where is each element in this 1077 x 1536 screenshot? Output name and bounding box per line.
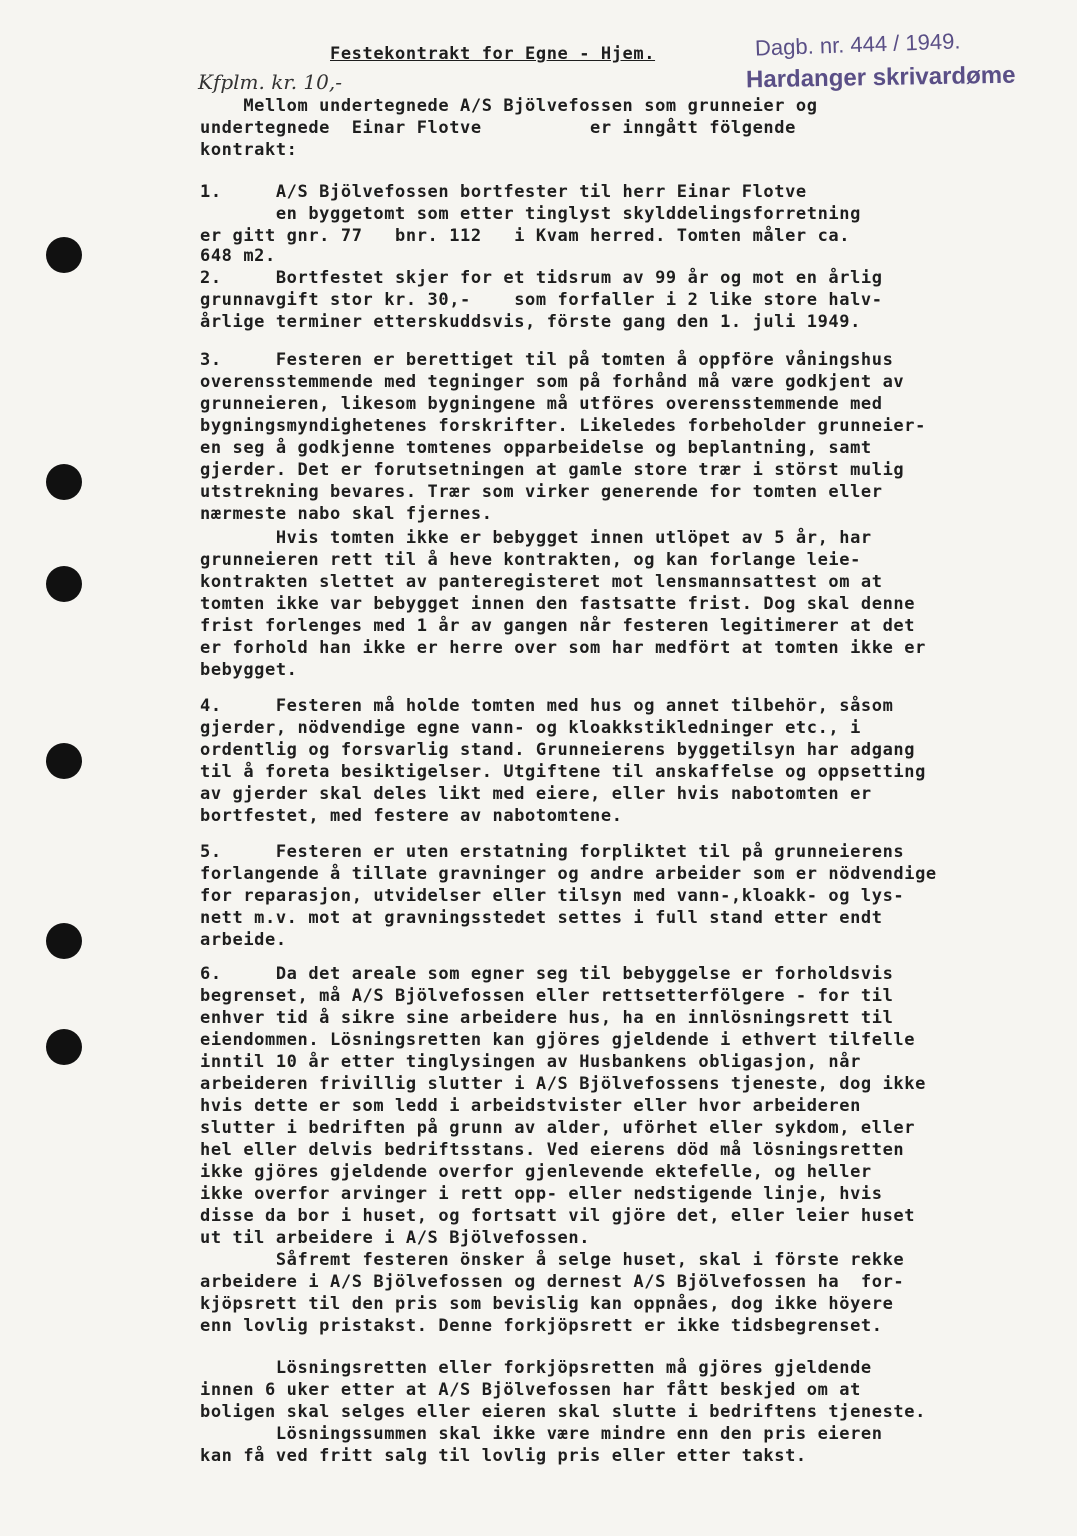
- contract-line: årlige terminer etterskuddsvis, förste gang den 1. juli 1949.: [200, 312, 861, 332]
- contract-line: grunneieren, likesom bygningene må utföres overensstemmende med: [200, 394, 883, 414]
- contract-line: gjerder. Det er forutsetningen at gamle store trær i störst mulig: [200, 460, 905, 480]
- contract-line: 1. A/S Bjölvefossen bortfester til herr Einar Flotve: [200, 182, 807, 202]
- contract-line: gjerder, nödvendige egne vann- og kloakkstikledninger etc., i: [200, 718, 861, 738]
- contract-line: overensstemmende med tegninger som på forhånd må være godkjent av: [200, 372, 905, 392]
- contract-line: kjöpsrett til den pris som bevislig kan oppnåes, dog ikke höyere: [200, 1294, 894, 1314]
- contract-line: bortfestet, med festere av nabotomtene.: [200, 806, 623, 826]
- punch-hole: [46, 923, 82, 959]
- contract-line: kontrakten slettet av panteregisteret mot lensmannsattest om at: [200, 572, 883, 592]
- contract-line: frist forlenges med 1 år av gangen når festeren legitimerer at det: [200, 616, 916, 636]
- contract-line: grunnavgift stor kr. 30,- som forfaller i 2 like store halv-: [200, 290, 883, 310]
- contract-line: eiendommen. Lösningsretten kan gjöres gjeldende i ethvert tilfelle: [200, 1030, 916, 1050]
- contract-line: arbeidere i A/S Bjölvefossen og dernest A/S Bjölvefossen ha for-: [200, 1272, 905, 1292]
- document-title: Festekontrakt for Egne - Hjem.: [330, 44, 656, 64]
- contract-line: til å foreta besiktigelser. Utgiftene til anskaffelse og oppsetting: [200, 762, 926, 782]
- contract-line: 3. Festeren er berettiget til på tomten å oppföre våningshus: [200, 350, 894, 370]
- contract-line: for reparasjon, utvidelser eller tilsyn med vann-,kloakk- og lys-: [200, 886, 905, 906]
- contract-line: kontrakt:: [200, 140, 298, 160]
- contract-line: 4. Festeren må holde tomten med hus og annet tilbehör, såsom: [200, 696, 894, 716]
- contract-line: slutter i bedriften på grunn av alder, uförhet eller sykdom, eller: [200, 1118, 916, 1138]
- contract-line: av gjerder skal deles likt med eiere, eller hvis nabotomten er: [200, 784, 872, 804]
- contract-line: arbeideren frivillig slutter i A/S Bjölvefossens tjeneste, dog ikke: [200, 1074, 926, 1094]
- contract-line: utstrekning bevares. Trær som virker generende for tomten eller: [200, 482, 883, 502]
- punch-hole: [46, 464, 82, 500]
- contract-line: 648 m2.: [200, 246, 276, 266]
- punch-hole: [46, 566, 82, 602]
- contract-line: er forhold han ikke er herre over som har medfört at tomten ikke er: [200, 638, 926, 658]
- contract-line: hvis dette er som ledd i arbeidstvister eller hvor arbeideren: [200, 1096, 861, 1116]
- contract-line: ut til arbeidere i A/S Bjölvefossen.: [200, 1228, 591, 1248]
- contract-line: hel eller delvis bedriftsstans. Ved eierens död må lösningsretten: [200, 1140, 905, 1160]
- handwritten-fee-note: Kfplm. kr. 10,-: [198, 70, 342, 94]
- contract-line: ikke gjöres gjeldende overfor gjenlevende ektefelle, og heller: [200, 1162, 872, 1182]
- contract-line: en seg å godkjenne tomtenes opparbeidelse og beplantning, samt: [200, 438, 872, 458]
- registry-stamp-number: Dagb. nr. 444 / 1949.: [754, 28, 961, 61]
- contract-line: ikke overfor arvinger i rett opp- eller nedstigende linje, hvis: [200, 1184, 883, 1204]
- contract-line: forlangende å tillate gravninger og andre arbeider som er nödvendige: [200, 864, 937, 884]
- contract-line: Hvis tomten ikke er bebygget innen utlöpet av 5 år, har: [200, 528, 872, 548]
- contract-line: er gitt gnr. 77 bnr. 112 i Kvam herred. Tomten måler ca.: [200, 226, 851, 246]
- contract-line: enhver tid å sikre sine arbeidere hus, ha en innlösningsrett til: [200, 1008, 894, 1028]
- contract-line: nett m.v. mot at gravningsstedet settes i full stand etter endt: [200, 908, 883, 928]
- punch-hole: [46, 743, 82, 779]
- contract-line: enn lovlig pristakst. Denne forkjöpsrett er ikke tidsbegrenset.: [200, 1316, 883, 1336]
- contract-line: 2. Bortfestet skjer for et tidsrum av 99 år og mot en årlig: [200, 268, 883, 288]
- contract-line: bygningsmyndighetenes forskrifter. Likeledes forbeholder grunneier-: [200, 416, 926, 436]
- contract-line: Lösningsretten eller forkjöpsretten må gjöres gjeldende: [200, 1358, 872, 1378]
- punch-hole: [46, 237, 82, 273]
- contract-line: 6. Da det areale som egner seg til bebyggelse er forholdsvis: [200, 964, 894, 984]
- contract-line: Mellom undertegnede A/S Bjölvefossen som grunneier og: [200, 96, 818, 116]
- contract-line: en byggetomt som etter tinglyst skylddelingsforretning: [200, 204, 861, 224]
- contract-line: disse da bor i huset, og fortsatt vil gjöre det, eller leier huset: [200, 1206, 916, 1226]
- contract-line: Lösningssummen skal ikke være mindre enn den pris eieren: [200, 1424, 883, 1444]
- contract-line: kan få ved fritt salg til lovlig pris eller etter takst.: [200, 1446, 807, 1466]
- contract-line: bebygget.: [200, 660, 298, 680]
- contract-line: grunneieren rett til å heve kontrakten, og kan forlange leie-: [200, 550, 861, 570]
- contract-line: inntil 10 år etter tinglysingen av Husbankens obligasjon, når: [200, 1052, 861, 1072]
- contract-line: 5. Festeren er uten erstatning forpliktet til på grunneierens: [200, 842, 905, 862]
- contract-line: begrenset, må A/S Bjölvefossen eller rettsetterfölgere - for til: [200, 986, 894, 1006]
- contract-line: Såfremt festeren önsker å selge huset, skal i förste rekke: [200, 1250, 905, 1270]
- contract-line: tomten ikke var bebygget innen den fastsatte frist. Dog skal denne: [200, 594, 916, 614]
- contract-line: nærmeste nabo skal fjernes.: [200, 504, 493, 524]
- contract-line: innen 6 uker etter at A/S Bjölvefossen har fått beskjed om at: [200, 1380, 861, 1400]
- contract-line: ordentlig og forsvarlig stand. Grunneierens byggetilsyn har adgang: [200, 740, 916, 760]
- contract-line: arbeide.: [200, 930, 287, 950]
- punch-hole: [46, 1029, 82, 1065]
- registry-stamp-office: Hardanger skrivardøme: [745, 61, 1016, 94]
- contract-line: undertegnede Einar Flotve er inngått fölgende: [200, 118, 796, 138]
- contract-line: boligen skal selges eller eieren skal slutte i bedriftens tjeneste.: [200, 1402, 926, 1422]
